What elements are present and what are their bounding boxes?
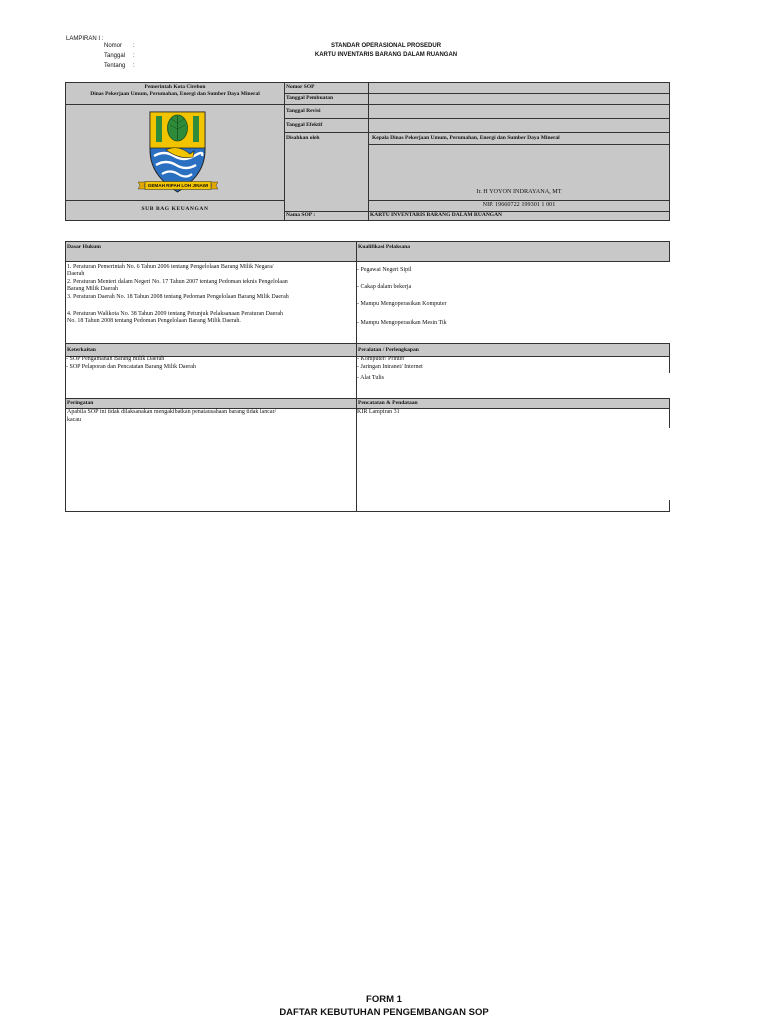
tanggal-label: Tanggal xyxy=(104,53,126,59)
dasar-hukum-item: 2. Peraturan Menteri dalam Negeri No. 17 Tahun 2007 tentang Pedoman teknis Pengelolaan xyxy=(67,278,288,285)
dasar-hukum-list xyxy=(67,264,355,326)
tanggal-revisi-label: Tanggal Revisi xyxy=(286,108,321,114)
form-title: DAFTAR KEBUTUHAN PENGEMBANGAN SOP xyxy=(279,1007,489,1018)
peringatan-text-cont: kacau xyxy=(67,417,81,423)
keterkaitan-item: - SOP Pengamanan Barang milik Daerah xyxy=(66,356,165,362)
nama-sop-label: Nama SOP : xyxy=(286,212,316,218)
dasar-hukum-item: 3. Peraturan Daerah No. 18 Tahun 2008 tentang Pedoman Pengelolaan Barang Milik Daerah xyxy=(67,293,289,300)
dasar-hukum-header: Dasar Hukum xyxy=(67,244,101,250)
tanggal-efektif-label: Tanggal Efektif xyxy=(286,122,323,128)
signer-name: Ir. H YOYON INDRAYANA, MT xyxy=(476,188,562,195)
signer-nip: NIP. 19660722 199301 1 001 xyxy=(482,201,556,208)
kualifikasi-item: - Mampu Mengoperasikan Mesin Tik xyxy=(357,320,447,326)
kualifikasi-item: - Cakap dalam bekerja xyxy=(357,284,412,290)
peralatan-item: - Alat Tulis xyxy=(357,375,385,381)
keterkaitan-item: - SOP Pelaporan dan Pencatatan Barang Milik Daerah xyxy=(66,364,196,370)
peringatan-header: Peringatan xyxy=(67,400,94,406)
dasar-hukum-item: Daerah xyxy=(67,271,85,278)
kualifikasi-item: - Pegawai Negeri Sipil xyxy=(357,267,412,273)
unit-name: SUB BAG KEUANGAN xyxy=(141,206,209,212)
pencatatan-header: Pencatatan & Pendataan xyxy=(358,400,418,406)
org-government: Pemerintah Kota Cirebon xyxy=(144,84,206,90)
tanggal-pembuatan-label: Tanggal Pembuatan xyxy=(286,95,334,101)
peringatan-text: Apabila SOP ini tidak dilaksanakan mengakibatkan penatausahaan barang tidak lancar/ xyxy=(67,409,277,415)
dasar-hukum-item: No. 18 Tahun 2008 tentang Pedoman Pengelolaan Barang Milik Daerah. xyxy=(67,318,241,325)
motto-text: GEMAH RIPAH LOH JINAWI xyxy=(147,182,209,188)
peralatan-item: - Jaringan Intranet/ Internet xyxy=(357,364,423,370)
keterkaitan-header: Keterkaitan xyxy=(67,347,96,353)
tanggal-colon: : xyxy=(133,53,135,59)
org-department: Dinas Pekerjaan Umum, Perumahan, Energi dan Sumber Daya Mineral xyxy=(90,91,260,97)
motto-ribbon xyxy=(138,181,218,190)
dasar-hukum-item: 1. Peraturan Pemerintah No. 6 Tahun 2006 tentang Pengelolaan Barang Milik Negara/ xyxy=(67,264,274,270)
form-number: FORM 1 xyxy=(366,994,402,1005)
disahkan-label: Disahkan oleh xyxy=(286,135,320,141)
kualifikasi-item: - Mampu Mengoperasikan Komputer xyxy=(357,301,447,307)
tentang-colon: : xyxy=(133,63,135,69)
peralatan-header: Peralatan / Perlengkapan xyxy=(358,347,419,353)
pencatatan-text: KIR Lampiran 31 xyxy=(357,409,400,415)
dasar-hukum-item: 4. Peraturan Walikota No. 38 Tahun 2009 tentang Petunjuk Pelaksanaan Peraturan Daerah xyxy=(67,311,283,318)
sop-subtitle: KARTU INVENTARIS BARANG DALAM RUANGAN xyxy=(314,52,458,58)
disahkan-value: Kepala Dinas Pekerjaan Umum, Perumahan, Energi dan Sumber Daya Mineral xyxy=(372,135,560,141)
peralatan-item: - Komputer/ Printer xyxy=(357,356,405,362)
kualifikasi-header: Kualifikasi Pelaksana xyxy=(358,244,411,250)
dasar-hukum-item: Barang Milik Daerah xyxy=(67,286,118,293)
nomor-colon: : xyxy=(133,43,135,49)
tentang-label: Tentang xyxy=(104,63,126,69)
nama-sop-value: KARTU INVENTARIS BARANG DALAM RUANGAN xyxy=(370,212,503,218)
lampiran-label: LAMPIRAN I : xyxy=(66,36,104,42)
nomor-label: Nomor xyxy=(104,43,123,49)
nomor-sop-label: Nomor SOP xyxy=(286,84,315,90)
sop-title: STANDAR OPERASIONAL PROSEDUR xyxy=(330,43,442,49)
